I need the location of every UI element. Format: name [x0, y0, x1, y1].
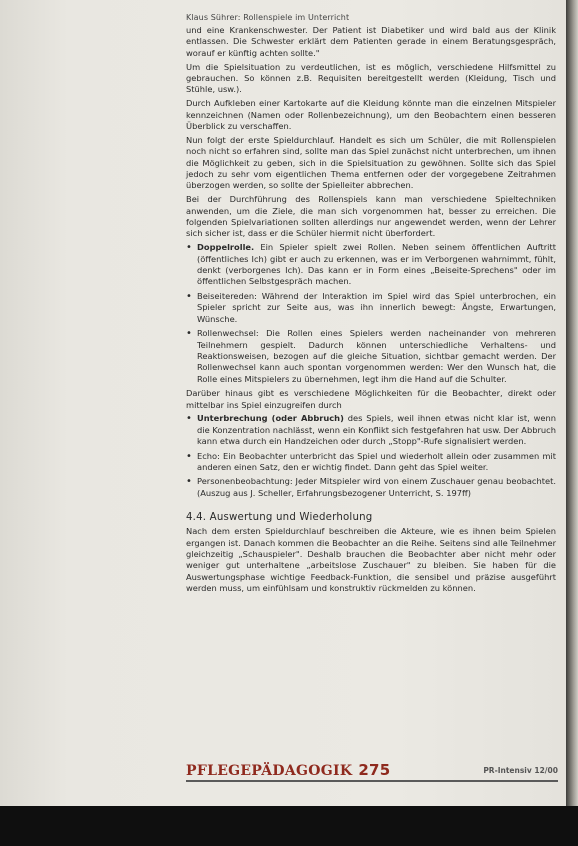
paragraph: Nun folgt der erste Spieldurchlauf. Handelt es sich um Schüler, die mit Rollenspielen noch nicht so erfahren sind, sollte man das Spiel zunächst nicht unterbrechen, um ihnen die Möglichkeit zu geben, sich in die Spielsituation zu gewöhnen. Sollte sich das Spiel jedoch zu sehr vom eigentlichen Thema entfernen oder der vorgegebene Zeitrahmen überzogen werden, so sollte der Spielleiter abbrechen. [186, 134, 556, 191]
issue-label: PR-Intensiv 12/00 [483, 766, 558, 775]
paragraph: Darüber hinaus gibt es verschiedene Möglichkeiten für die Beobachter, direkt oder mittelbar ins Spiel einzugreifen durch [186, 388, 556, 410]
list-item [186, 242, 556, 288]
journal-name: PFLEGEPÄDAGOGIK [186, 763, 353, 779]
list-item-text: des Spiels, weil ihnen etwas nicht klar ist, wenn die Konzentration nachlässt, wenn ein Konflikt sich festgefahren hat usw. Der Abbruch kann etwa durch ein Handzeichen oder durch „Stopp"-Rufe signalisiert werden. [197, 413, 557, 447]
list-item [186, 328, 556, 385]
list-item-text: Beiseitereden: Während der Interaktion im Spiel wird das Spiel unterbrochen, ein Spieler spricht zur Seite aus, was ihn innerlich bewegt: Ängste, Erwartungen, Wünsche. [197, 290, 556, 324]
paragraph: und eine Krankenschwester. Der Patient ist Diabetiker und wird bald aus der Klinik entlassen. Die Schwester erklärt dem Patienten gerade in einem Beratungsgespräch, worauf er künftig achten sollte." [186, 25, 556, 58]
list-item-text: Rollenwechsel: Die Rollen eines Spielers werden nacheinander von mehreren Teilnehmern gespielt. Dadurch können unterschiedliche Verhaltens- und Reaktionsweisen, bezogen auf die gleiche Situation, sichtbar gemacht werden. Der Rollenwechsel kann auch spontan vorgenommen werden: Wer den Wunsch hat, die Rolle eines Mitspielers zu übernehmen, legt ihm die Hand auf die Schulter. [197, 328, 556, 384]
technique-list [186, 242, 556, 385]
running-header: Klaus Sührer: Rollenspiele im Unterricht [186, 13, 350, 22]
list-item [186, 476, 556, 499]
list-item [186, 413, 556, 447]
list-item-text: Echo: Ein Beobachter unterbricht das Spiel und wiederholt allein oder zusammen mit anderen einen Satz, den er wichtig findet. Dann geht das Spiel weiter. [197, 450, 556, 472]
list-item-term: Doppelrolle. [197, 242, 255, 253]
observer-list [186, 413, 556, 499]
section-heading: 4.4. Auswertung und Wiederholung [186, 512, 373, 524]
footer-divider [186, 780, 558, 782]
paragraph: Um die Spielsituation zu verdeutlichen, ist es möglich, verschiedene Hilfsmittel zu gebrauchen. So können z.B. Requisiten bereitgestellt werden (Kleidung, Tisch und Stühle, usw.). [186, 61, 556, 95]
page-number: 275 [358, 761, 391, 779]
paragraph: Nach dem ersten Spieldurchlauf beschreiben die Akteure, wie es ihnen beim Spielen ergangen ist. Danach kommen die Beobachter an die Reihe. Seitens sind alle Teilnehmer gleichzeitig „Schauspieler". Deshalb brauchen die Beobachter aber nicht mehr oder weniger gut unterhaltene „arbeitslose Zuschauer" zu bleiben. Sie haben für die Auswertungsphase wichtige Feedback-Funktion, die sensibel und präzise ausgeführt werden muss, um einfühlsam und konstruktiv rückmelden zu können. [186, 526, 556, 594]
list-item-text: Ein Spieler spielt zwei Rollen. Neben seinem öffentlichen Auftritt (öffentliches Ich) gibt er auch zu erkennen, was er im Verborgenen wahrnimmt, fühlt, denkt (verborgenes Ich). Das kann er in Form eines „Beiseite-Sprechens" oder im öffentlichen Selbstgespräch machen. [197, 242, 556, 287]
paragraph: Bei der Durchführung des Rollenspiels kann man verschiedene Spieltechniken anwenden, um die Ziele, die man sich vorgenommen hat, besser zu erreichen. Die folgenden Spielvariationen sollten allerdings nur angewendet werden, wenn der Lehrer sich sicher ist, dass er die Schüler hiermit nicht überfordert. [186, 194, 556, 239]
scan-dark-border [0, 806, 578, 846]
paragraph: Durch Aufkleben einer Kartokarte auf die Kleidung könnte man die einzelnen Mitspieler kennzeichnen (Namen oder Rollenbezeichnung), um den Beobachtern einen besseren Überblick zu verschaffen. [186, 98, 556, 132]
list-item [186, 291, 556, 325]
list-item [186, 451, 556, 474]
list-item-term: Unterbrechung (oder Abbruch) [197, 413, 344, 424]
list-item-text: Personenbeobachtung: Jeder Mitspieler wird von einem Zuschauer genau beobachtet. (Auszug aus J. Scheller, Erfahrungsbezogener Unterricht, S. 197ff) [197, 476, 556, 498]
journal-logo [186, 761, 391, 779]
page-edge-shadow [566, 0, 578, 846]
article-body [186, 25, 556, 597]
